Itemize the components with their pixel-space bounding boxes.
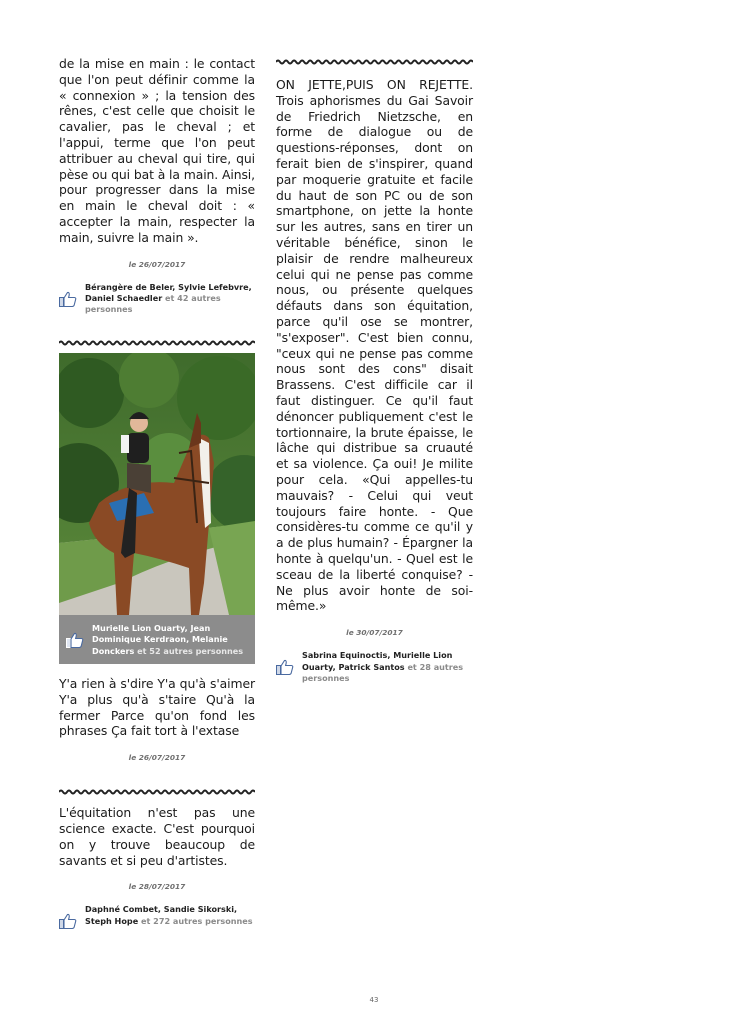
post-text: ON JETTE,PUIS ON REJETTE. Trois aphorismes du Gai Savoir de Friedrich Nietzsche, en forme de dialogue ou de questions-réponses, dont on ferait bien de s'inspirer, quand par moquerie gratuite et facile du haut de son PC ou de son smartphone, on jette la honte sur les autres, sans en tirer un véritable bénéfice, sinon le plaisir de rendre malheureux celui qui ne pense pas comme nous, ou présente quelques défauts dans son équitation, parce qu'il ose se montrer, "s'exposer". C'est bien connu, "ceux qui ne pense pas comme nous sont des cons" disait Brassens. C'est difficile car il faut distinguer. Ce qu'il faut dénoncer publiquement c'est le tortionnaire, la brute épaisse, le lâche qui distribue sa cruauté et sa violence. Ça oui! Je milite pour cela. «Qui appelles-tu mauvais? - Celui qui veut toujours faire honte. - Que considères-tu comme ce qu'il y a de plus humain? - Épargner la honte à quelqu'un. - Quel est le sceau de la liberté conquise? - Ne plus avoir honte de soi-même.» — [276, 77, 473, 614]
likes-others[interactable]: et 28 autres personnes — [302, 661, 464, 683]
thumbs-up-icon[interactable] — [59, 913, 77, 929]
likes-others[interactable]: et 52 autres personnes — [134, 645, 244, 656]
post-text: L'équitation n'est pas une science exacte. C'est pourquoi on y trouve beaucoup de savants et si peu d'artistes. — [59, 805, 255, 868]
thumbs-up-icon[interactable] — [59, 291, 77, 307]
wavy-divider — [59, 788, 255, 796]
likes-names[interactable]: Sabrina Equinoctis, Murielle Lion Ouarty, Patrick Santos — [302, 650, 453, 672]
likes-text — [92, 623, 252, 657]
wavy-divider — [59, 339, 255, 347]
photo-likes-bar — [59, 615, 255, 664]
post-text: Y'a rien à s'dire Y'a qu'à s'aimer Y'a plus qu'à s'taire Qu'à la fermer Parce qu'on fond les phrases Ça fait tort à l'extase — [59, 676, 255, 739]
page-number: 43 — [369, 996, 379, 1004]
likes-others[interactable]: et 42 autres personnes — [85, 292, 221, 315]
wavy-divider — [276, 58, 473, 66]
post-date: le 26/07/2017 — [128, 753, 186, 763]
likes-names[interactable]: Daphné Combet, Sandie Sikorski, Steph Hope — [85, 904, 238, 926]
likes-names[interactable]: Murielle Lion Ouarty, Jean Dominique Kerdraon, Melanie Donckers — [92, 622, 228, 656]
post-date: le 28/07/2017 — [128, 882, 186, 892]
likes-text — [302, 650, 473, 684]
right-column — [276, 58, 473, 684]
likes-row — [276, 650, 473, 684]
likes-row — [59, 282, 255, 316]
thumbs-up-icon[interactable] — [276, 659, 294, 675]
horse-rider-photo[interactable] — [59, 353, 255, 615]
left-column — [59, 56, 255, 929]
photo-post — [59, 353, 255, 664]
likes-others[interactable]: et 272 autres personnes — [138, 915, 253, 926]
likes-names[interactable]: Bérangère de Beler, Sylvie Lefebvre, Daniel Schaedler — [85, 281, 252, 303]
thumbs-up-icon[interactable] — [66, 632, 84, 648]
likes-text — [85, 282, 255, 316]
likes-text — [85, 904, 255, 927]
likes-row — [59, 904, 255, 929]
post-text: de la mise en main : le contact que l'on peut définir comme la « connexion » ; la tension des rênes, c'est celle que choisit le cavalier, pas le cheval ; et l'appui, terme que l'on peut attribuer au cheval qui tire, qui pèse ou qui bat à la main. Ainsi, pour progresser dans la mise en main le cheval doit : « accepter la main, respecter la main, suivre la main ». — [59, 56, 255, 245]
post-date: le 26/07/2017 — [128, 259, 186, 269]
post-date: le 30/07/2017 — [346, 628, 403, 638]
